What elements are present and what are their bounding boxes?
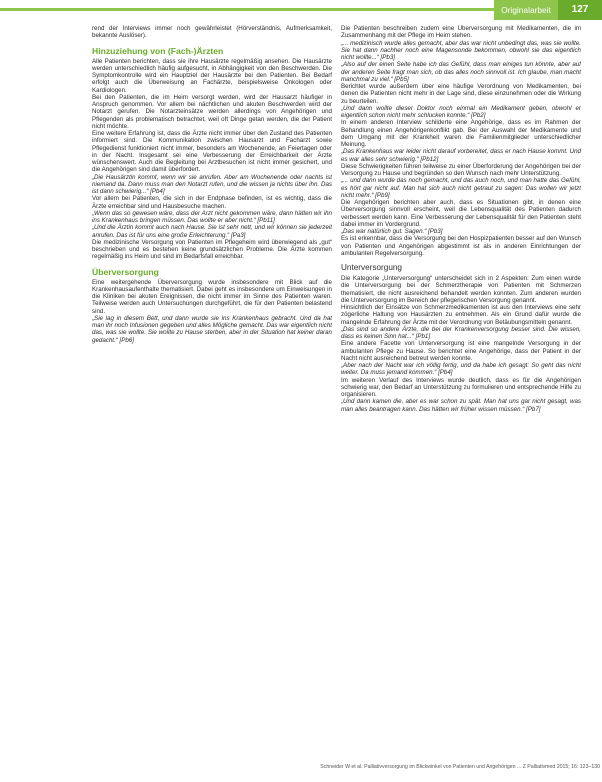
interview-quote: „Das sind so andere Ärzte, die bei der Krankenversorgung besser sind. Die wissen, dass es keinen Sinn hat...“ [Pb1] <box>341 325 581 340</box>
section-heading: Überversorgung <box>92 266 159 277</box>
interview-quote: „... und dann wurde das noch gemacht, und das auch noch, und man hatte das Gefühl, es hört gar nicht auf. Man hat sich auch nicht getraut zu sagen: Das wollen wir jetzt nicht mehr.“ [Pb9] <box>341 177 581 199</box>
section-heading: Unterversorgung <box>341 263 402 272</box>
interview-quote: „Wenn das so gewesen wäre, dass der Arzt nicht gekommen wäre, dann hätten wir ihn ins Krankenhaus bringen müssen. Das wollte er aber nicht.“ [Pb11] <box>92 209 332 224</box>
interview-quote: „... medizinisch wurde alles gemacht, aber das war nicht unbedingt das, was sie wollte. Sie hat dann nachher noch eine Magensonde bekommen, obwohl sie das eigentlich nicht wollte...“ [Pb3] <box>341 39 581 61</box>
body-paragraph: Eine andere Facette von Unterversorgung ist eine mangelnde Versorgung in der ambulanten Pflege zu Hause. So berichtet eine Angehörige, dass der Patient in der Nacht nicht ausreichend betreut werden konnte. <box>341 340 581 362</box>
body-paragraph: Die Angehörigen berichten aber auch, dass es Situationen gibt, in denen eine Überversorgung sinnvoll erscheint, weil die Lebensqualität des Patienten dadurch verbessert werden kann. Eine Verbesserung der Lebensqualität für den Patienten steht dabei immer im Vordergrund. <box>341 199 581 228</box>
body-paragraph: rend der Interviews immer noch gewährleistet (Hörverständnis, Aufmerksamkeit, bekannte Auslöser). <box>92 25 332 40</box>
body-paragraph: Vor allem bei Patienten, die sich in der Endphase befinden, ist es wichtig, dass die Ärzte erreichbar sind und Hausbesuche machen. <box>92 195 332 210</box>
interview-quote: „Die Hausärztin kommt, wenn wir sie anrufen. Aber am Wochenende oder nachts ist niemand da. Dann muss man den Notarzt rufen, und die wissen ja nichts über ihn. Das ist dann schwierig...“ [Pb4] <box>92 173 332 195</box>
body-paragraph: Alle Patienten berichten, dass sie ihre Hausärzte regelmäßig ansehen. Die Hausärzte werden unterschiedlich häufig aufgesucht, in Abhängigkeit von den Beschwerden. Die Symptomkontrolle wird ein Hauptziel der Hausärzte bei den Patienten. Bei Bedarf erfolgt auch die Überweisung an Fachärzte, beispielsweise Onkologen oder Kardiologen. <box>92 57 332 94</box>
body-paragraph: Die medizinische Versorgung von Patienten im Pflegeheim wird überwiegend als „gut“ beschrieben und es bestehen keine grundsätzlichen Probleme. Die Ärzte kommen regelmäßig ins Heim und sind im Bedarfsfall erreichbar. <box>92 238 332 261</box>
interview-quote: „Sie lag in diesem Bett, und dann wurde sie ins Krankenhaus gebracht. Und da hat man ihr noch Infusionen gegeben und alles Mögliche gemacht. Das war eigentlich nicht das, was sie wollte. Sie wollte zu Hause sterben, aber in der Situation hat keiner daran gedacht.“ [Pb6] <box>92 314 332 344</box>
page-header <box>0 0 602 22</box>
body-paragraph: Eine weitere Erfahrung ist, dass die Ärzte nicht immer über den Zustand des Patienten informiert sind. Die Kommunikation zwischen Hausarzt und Facharzt sowie Pflegedienst funktioniert nicht immer, besonders am Wochenende, an Feiertagen oder in der Nacht. Insgesamt sei eine Verbesserung der Erreichbarkeit der Ärzte wünschenswert. Auch die Begleitung bei Arztbesuchen ist nicht immer gesichert, und die Angehörigen sind damit überfordert. <box>92 130 332 174</box>
footer-citation: Schneider W et al. Palliativversorgung im Blickwinkel von Patienten und Angehörigen ... Z Palliativmed 2015; 16: 123–130 <box>320 764 600 770</box>
page-number: 127 <box>558 0 602 20</box>
body-paragraph: Im weiteren Verlauf des Interviews wurde deutlich, dass es für die Angehörigen schwierig war, den Bedarf an Unterstützung zu formulieren und entsprechende Hilfe zu organisieren. <box>341 376 581 398</box>
section-heading: Hinzuziehung von (Fach-)Ärzten <box>92 45 224 56</box>
interview-quote: „Aber nach der Nacht war ich völlig fertig, und da habe ich gesagt: So geht das nicht weiter. Da muss jemand kommen.“ [Pb4] <box>341 362 581 377</box>
interview-quote: „Und dann wollte dieser Doktor noch einmal ein Medikament geben, obwohl er eigentlich schon nicht mehr schlucken konnte.“ [Pb2] <box>341 104 581 119</box>
interview-quote: „Also auf der einen Seite habe ich das Gefühl, dass man einiges tun könnte, aber auf der anderen Seite fragt man sich, ob das alles noch sinnvoll ist. Ich glaube, man macht manchmal zu viel.“ [Pb5] <box>341 61 581 83</box>
body-paragraph: Bei den Patienten, die im Heim versorgt werden, wird der Hausarzt häufiger in Anspruch genommen. Vor allem bei nächtlichen und akuten Beschwerden wird der Notarzt gerufen. Die Notarzteinsätze werden allerdings von Angehörigen und Pflegenden als problematisch betrachtet, weil oft Dinge getan werden, die der Patient nicht möchte. <box>92 93 332 130</box>
interview-quote: „Und dann kamen die, aber es war schon zu spät. Man hat uns gar nicht gesagt, was man alles beantragen kann. Das hätten wir früher wissen müssen.“ [Pb7] <box>341 398 581 413</box>
interview-quote: „Das war natürlich gut. Sagen.“ [Pb3] <box>341 228 443 235</box>
section-label: Originalarbeit <box>494 0 558 20</box>
body-paragraph: Die Kategorie „Unterversorgung“ unterscheidet sich in 2 Aspekten: Zum einen wurde die Unterversorgung bei der Schmerztherapie von Patienten mit Schmerzen thematisiert, die nicht ausreichend behandelt werden konnten. Zum anderen wurden die Unterversorgung im Bereich der pflegerischen Versorgung genannt. <box>341 275 581 304</box>
body-paragraph: In einem anderen Interview schilderte eine Angehörige, dass es im Rahmen der Behandlung einen Angehörigenkonflikt gab. Bei der Auswahl der Medikamente und dem Umgang mit der Krankheit waren die Familienmitglieder unterschiedlicher Meinung. <box>341 119 581 148</box>
body-paragraph: Hinsichtlich der Einsätze von Schmerzmedikamenten ist aus den Interviews eine sehr zögerliche Haltung von Hausärzten zu entnehmen. Als ein Grund dafür wurde die mangelnde Erfahrung der Ärzte mit der Verordnung von Betäubungsmitteln genannt. <box>341 304 581 326</box>
body-paragraph: Es ist erkennbar, dass die Versorgung bei den Hospizpatienten besser auf den Wunsch von Patienten und Angehörigen abgestimmt ist als in anderen Einrichtungen der ambulanten Regelversorgung. <box>341 235 581 257</box>
interview-quote: „Und die Ärztin kommt auch nach Hause. Sie ist sehr nett, und wir können sie jederzeit anrufen. Das ist für uns eine große Erleichterung.“ [Pa3] <box>92 224 332 239</box>
interview-quote: „Das Krankenhaus war leider nicht darauf vorbereitet, dass er nach Hause kommt. Und es war alles sehr schwierig.“ [Pb12] <box>341 148 581 163</box>
body-paragraph: Die Patienten beschreiben zudem eine Überversorgung mit Medikamenten, die im Zusammenhang mit der Pflege im Heim stehen. <box>341 25 581 40</box>
body-paragraph: Eine weitergehende Überversorgung wurde insbesondere mit Blick auf die Krankenhausaufenthalte thematisiert. Dabei geht es insbesondere um Einweisungen in die Kliniken bei akuten Ereignissen, die nicht immer im Sinne des Patienten waren. Teilweise werden auch Untersuchungen durchgeführt, die für den Patienten belastend sind. <box>92 278 332 315</box>
left-column <box>92 25 332 755</box>
right-column <box>341 25 581 755</box>
body-paragraph: Diese Schwierigkeiten führen teilweise zu einer Überforderung der Angehörigen bei der Versorgung zu Hause und begründen so den Wunsch nach mehr Unterstützung. <box>341 162 581 177</box>
body-paragraph: Berichtet wurde außerdem über eine häufige Verordnung von Medikamenten, bei denen die Patienten nicht mehr in der Lage sind, diese einzunehmen oder die Wirkung zu beurteilen. <box>341 83 581 105</box>
